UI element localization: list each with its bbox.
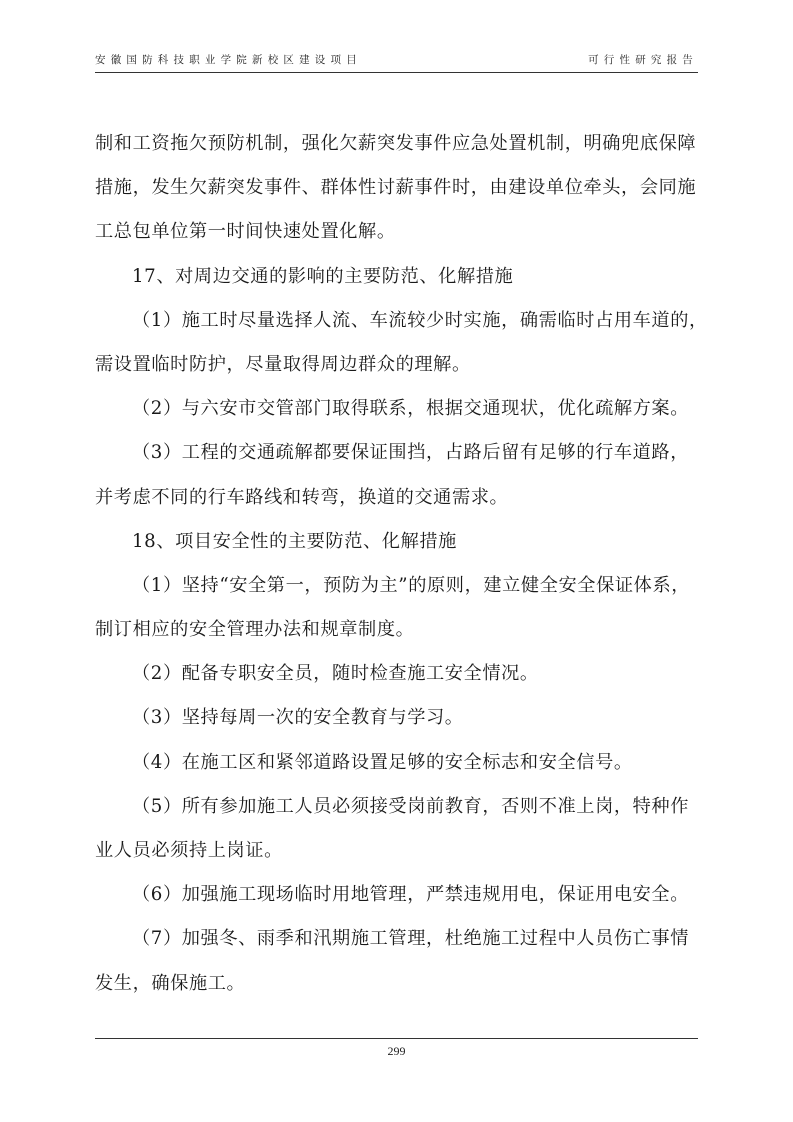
paragraph-line: 发生，确保施工。 xyxy=(95,972,246,994)
paragraph-line: （3）坚持每周一次的安全教育与学习。 xyxy=(132,707,464,729)
paragraph-line: 制和工资拖欠预防机制，强化欠薪突发事件应急处置机制，明确兜底保障 xyxy=(95,133,697,154)
paragraph-line: （1）坚持“安全第一，预防为主”的原则，建立健全安全保证体系， xyxy=(132,574,691,596)
paragraph-line: 需设置临时防护，尽量取得周边群众的理解。 xyxy=(95,353,471,375)
section-heading-17: 17、对周边交通的影响的主要防范、化解措施 xyxy=(132,265,514,287)
paragraph-line: （1）施工时尽量选择人流、车流较少时实施，确需临时占用车道的， xyxy=(132,309,708,331)
footer-divider xyxy=(95,1038,698,1039)
header-project-title: 安徽国防科技职业学院新校区建设项目 xyxy=(95,54,362,66)
paragraph-line: 工总包单位第一时间快速处置化解。 xyxy=(95,221,396,243)
paragraph-line: （5）所有参加施工人员必须接受岗前教育，否则不准上岗，特种作 xyxy=(132,795,690,817)
paragraph-line: 制订相应的安全管理办法和规章制度。 xyxy=(95,619,415,641)
paragraph-line: （4）在施工区和紧邻道路设置足够的安全标志和安全信号。 xyxy=(132,751,633,773)
page-header xyxy=(95,52,698,70)
paragraph-line: （2）配备专职安全员，随时检查施工安全情况。 xyxy=(132,663,539,685)
paragraph-line: （2）与六安市交管部门取得联系，根据交通现状，优化疏解方案。 xyxy=(132,398,690,420)
header-report-title: 可行性研究报告 xyxy=(588,54,698,66)
paragraph-line: （3）工程的交通疏解都要保证围挡，占路后留有足够的行车道路， xyxy=(132,442,690,464)
paragraph-line: 措施，发生欠薪突发事件、群体性讨薪事件时，由建设单位牵头，会同施 xyxy=(95,177,697,199)
paragraph-line: 并考虑不同的行车路线和转弯，换道的交通需求。 xyxy=(95,486,509,508)
header-divider xyxy=(95,72,698,73)
page-number: 299 xyxy=(387,1044,406,1058)
paragraph-line: 业人员必须持上岗证。 xyxy=(95,840,283,861)
document-body xyxy=(95,126,708,1010)
paragraph-line: （7）加强冬、雨季和汛期施工管理，杜绝施工过程中人员伤亡事情 xyxy=(132,928,690,950)
section-heading-18: 18、项目安全性的主要防范、化解措施 xyxy=(132,530,457,552)
paragraph-line: （6）加强施工现场临时用地管理，严禁违规用电，保证用电安全。 xyxy=(132,884,690,906)
